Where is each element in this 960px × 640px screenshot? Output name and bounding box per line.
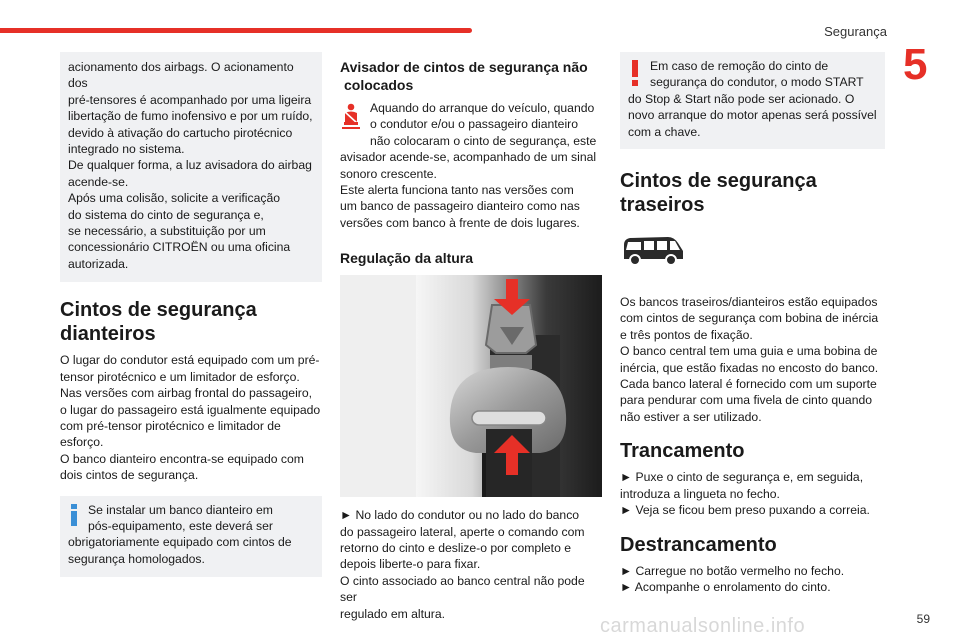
body-line: introduza a lingueta no fecho. <box>620 486 780 501</box>
body-line: para pendurar com uma fivela de cinto quando <box>620 393 873 408</box>
column-middle <box>340 52 602 622</box>
body-line: ► Carregue no botão vermelho no fecho. <box>620 563 845 578</box>
body-line: com pré-tensor pirotécnico e limitador de <box>60 418 281 433</box>
body-line: com cintos de segurança com bobina de inércia <box>620 311 879 326</box>
height-adjust-heading: Regulação da altura <box>340 250 474 267</box>
watermark-text: carmanualsonline.info <box>600 615 806 637</box>
unlocking-heading: Destrancamento <box>620 533 777 556</box>
warning-note-line: do Stop & Start não pode ser acionado. O <box>628 91 855 106</box>
body-line: depois liberte-o para fixar. <box>340 557 481 572</box>
airbag-note-line: do sistema do cinto de segurança e, <box>68 207 264 222</box>
seatbelt-warning-heading <box>340 58 602 94</box>
warning-note-line: novo arranque do motor apenas será possível <box>628 108 877 123</box>
info-note-line: obrigatoriamente equipado com cintos de <box>68 535 292 550</box>
body-line: e três pontos de fixação. <box>620 327 753 342</box>
front-belts-heading-line: dianteiros <box>60 323 156 346</box>
body-line: um banco de passageiro dianteiro como nas <box>340 199 580 214</box>
info-icon <box>68 504 80 530</box>
column-right <box>620 52 885 595</box>
front-belts-heading <box>60 298 322 346</box>
body-line: não estiver a ser utilizado. <box>620 409 762 424</box>
height-adjust-body <box>340 507 602 622</box>
seatbelt-warning-body <box>340 100 602 231</box>
chapter-number: 5 <box>903 40 928 89</box>
body-line: inércia, que estão fixadas no encosto do banco. <box>620 360 879 375</box>
header-accent-bar <box>0 28 472 33</box>
body-line: não colocaram o cinto de segurança, este <box>370 133 597 148</box>
airbag-note-line: De qualquer forma, a luz avisadora do airbag <box>68 158 312 173</box>
body-line: esforço. <box>60 435 104 450</box>
airbag-note-line: pré-tensores é acompanhado por uma ligeira <box>68 92 312 107</box>
airbag-note-line: Após uma colisão, solicite a verificação <box>68 191 281 206</box>
column-left <box>60 52 322 577</box>
warning-note-line: Em caso de remoção do cinto de <box>650 59 829 73</box>
warning-note-line: com a chave. <box>628 124 701 139</box>
body-line: O cinto associado ao banco central não pode ser <box>340 573 585 605</box>
body-line: o condutor e/ou o passageiro dianteiro <box>370 117 579 132</box>
body-line: o lugar do passageiro está igualmente equipado <box>60 402 321 417</box>
body-line: Cada banco lateral é fornecido com um suporte <box>620 377 877 392</box>
airbag-note-box <box>60 52 322 282</box>
info-note-box <box>60 496 322 578</box>
airbag-note-line: integrado no sistema. <box>68 142 185 157</box>
info-note-line: Se instalar um banco dianteiro em <box>88 502 273 517</box>
rear-belts-heading <box>620 169 885 217</box>
airbag-note-line: acionamento dos airbags. O acionamento dos <box>68 60 294 91</box>
body-line: Este alerta funciona tanto nas versões com <box>340 183 574 198</box>
airbag-note-line: libertação de fumo inofensivo e por um ruído, <box>68 109 313 124</box>
body-line: ► Puxe o cinto de segurança e, em seguida, <box>620 470 864 485</box>
body-line: do passageiro lateral, aperte o comando com <box>340 524 585 539</box>
warning-note-line: segurança do condutor, o modo START <box>650 75 864 90</box>
body-line: Os bancos traseiros/dianteiros estão equipados <box>620 295 878 310</box>
body-line: O lugar do condutor está equipado com um pré- <box>60 353 320 368</box>
rear-belts-heading-line: traseiros <box>620 194 705 217</box>
airbag-note-line: acende-se. <box>68 174 129 189</box>
body-line: ► Veja se ficou bem preso puxando a correia. <box>620 503 870 518</box>
body-line: Nas versões com airbag frontal do passageiro, <box>60 386 313 401</box>
front-belts-heading-line: Cintos de segurança <box>60 299 257 322</box>
airbag-note-line: se necessário, a substituição por um <box>68 224 266 239</box>
body-line: regulado em altura. <box>340 606 446 621</box>
airbag-note-line: devido à ativação do cartucho pirotécnico <box>68 125 293 140</box>
warning-note-box <box>620 52 885 149</box>
airbag-note-line: concessionário CITROËN ou uma oficina <box>68 240 291 255</box>
van-seats-icon <box>620 233 885 272</box>
body-line: O banco dianteiro encontra-se equipado com <box>60 451 304 466</box>
body-line: tensor pirotécnico e um limitador de esforço. <box>60 369 300 384</box>
seatbelt-warning-lamp-icon <box>340 102 362 135</box>
page-number: 59 <box>916 612 930 626</box>
body-line: avisador acende-se, acompanhado de um sinal <box>340 150 597 165</box>
airbag-note-line: autorizada. <box>68 256 129 271</box>
seatbelt-warning-heading-line: colocados <box>344 77 414 93</box>
body-line: ► Acompanhe o enrolamento do cinto. <box>620 579 831 594</box>
body-line: versões com banco à frente de dois lugares. <box>340 215 580 230</box>
rear-belts-heading-line: Cintos de segurança <box>620 170 817 193</box>
section-title: Segurança <box>824 24 887 39</box>
locking-heading: Trancamento <box>620 440 745 463</box>
warning-exclamation-icon <box>628 60 642 90</box>
info-note-line: pós-equipamento, este deverá ser <box>88 518 273 533</box>
rear-belts-body <box>620 294 885 425</box>
body-line: sonoro crescente. <box>340 166 437 181</box>
seatbelt-warning-heading-line: Avisador de cintos de segurança não <box>340 59 588 75</box>
height-adjust-illustration <box>340 275 602 497</box>
body-line: ► No lado do condutor ou no lado do banco <box>340 508 580 523</box>
unlocking-body <box>620 563 885 596</box>
locking-body <box>620 469 885 518</box>
body-line: retorno do cinto e deslize-o por completo e <box>340 541 572 556</box>
body-line: Aquando do arranque do veículo, quando <box>370 101 595 115</box>
front-belts-body <box>60 352 322 483</box>
body-line: O banco central tem uma guia e uma bobina de <box>620 344 878 359</box>
info-note-line: segurança homologados. <box>68 551 205 566</box>
body-line: dois cintos de segurança. <box>60 468 199 483</box>
